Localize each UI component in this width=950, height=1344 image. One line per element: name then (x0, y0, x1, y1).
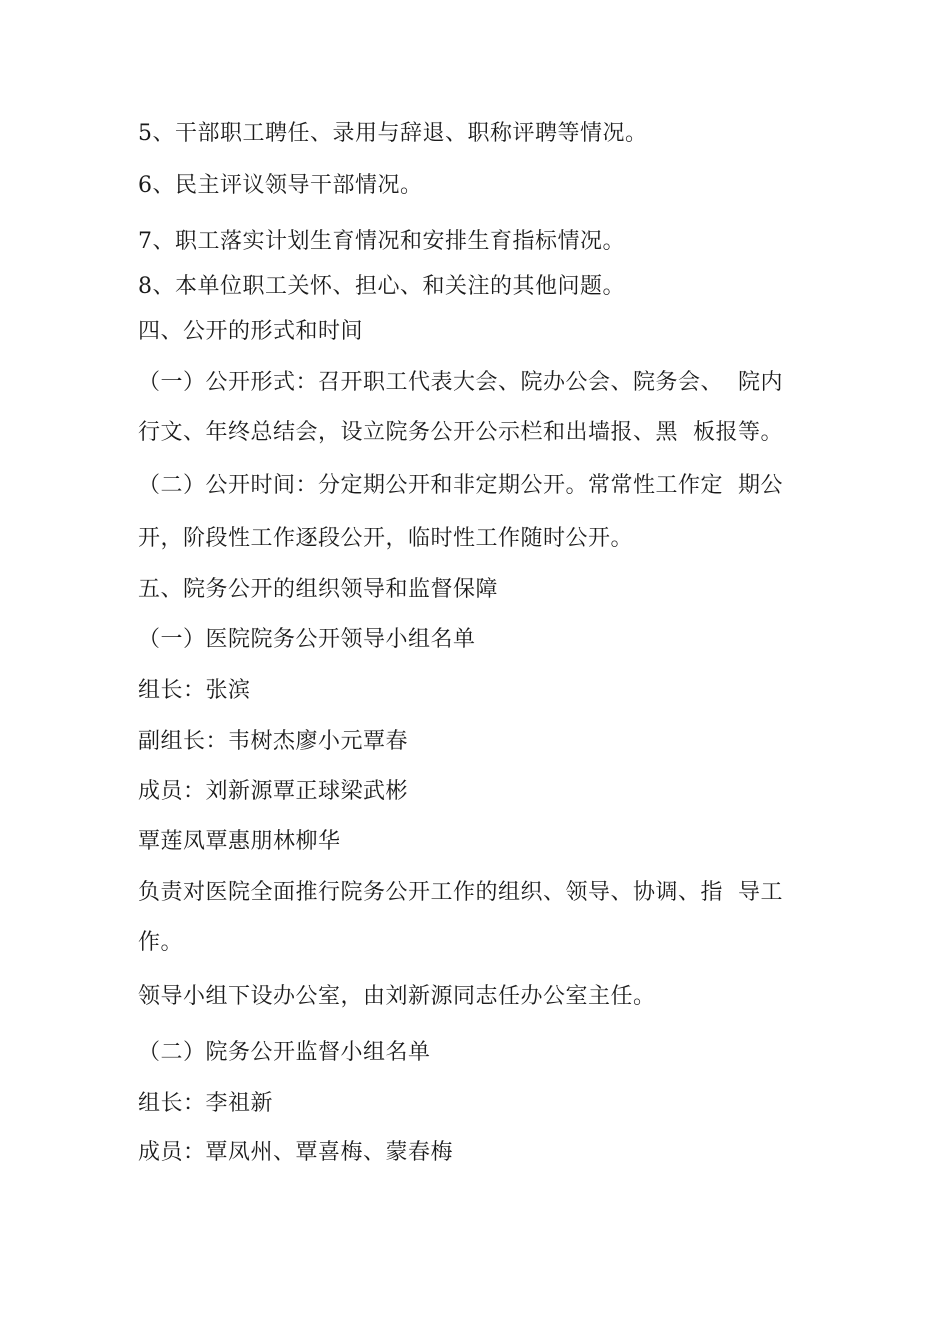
item-5-line: 5、干部职工聘任、录用与辞退、职称评聘等情况。 (138, 121, 648, 146)
supervision-leader-line: 组长：李祖新 (138, 1091, 274, 1116)
item-8-line: 8、本单位职工关怀、担心、和关注的其他问题。 (138, 274, 625, 299)
responsibility-line-2: 作。 (138, 930, 184, 955)
time-paragraph-line-1: （二）公开时间：分定期公开和非定期公开。常常性工作定 期公 (138, 473, 783, 498)
item-7-line: 7、职工落实计划生育情况和安排生育指标情况。 (138, 229, 625, 254)
section-5-heading: 五、院务公开的组织领导和监督保障 (138, 577, 499, 602)
form-paragraph-line-1: （一）公开形式：召开职工代表大会、院办公会、院务会、 院内 (138, 370, 783, 395)
office-line: 领导小组下设办公室，由刘新源同志任办公室主任。 (138, 984, 656, 1009)
form-paragraph-line-2: 行文、年终总结会，设立院务公开公示栏和出墙报、黑 板报等。 (138, 420, 783, 445)
supervision-members-line: 成员：覃凤州、覃喜梅、蒙春梅 (138, 1140, 454, 1165)
members-line-1: 成员：刘新源覃正球梁武彬 (138, 779, 409, 804)
members-line-2: 覃莲凤覃惠朋林柳华 (138, 829, 341, 854)
time-paragraph-line-2: 开，阶段性工作逐段公开，临时性工作随时公开。 (138, 526, 634, 551)
item-6-line: 6、民主评议领导干部情况。 (138, 173, 423, 198)
supervision-group-heading: （二）院务公开监督小组名单 (138, 1040, 431, 1065)
leadership-group-heading: （一）医院院务公开领导小组名单 (138, 627, 476, 652)
section-4-heading: 四、公开的形式和时间 (138, 319, 364, 344)
responsibility-line-1: 负责对医院全面推行院务公开工作的组织、领导、协调、指 导工 (138, 880, 783, 905)
leader-line: 组长：张滨 (138, 678, 251, 703)
deputy-leader-line: 副组长：韦树杰廖小元覃春 (138, 729, 409, 754)
